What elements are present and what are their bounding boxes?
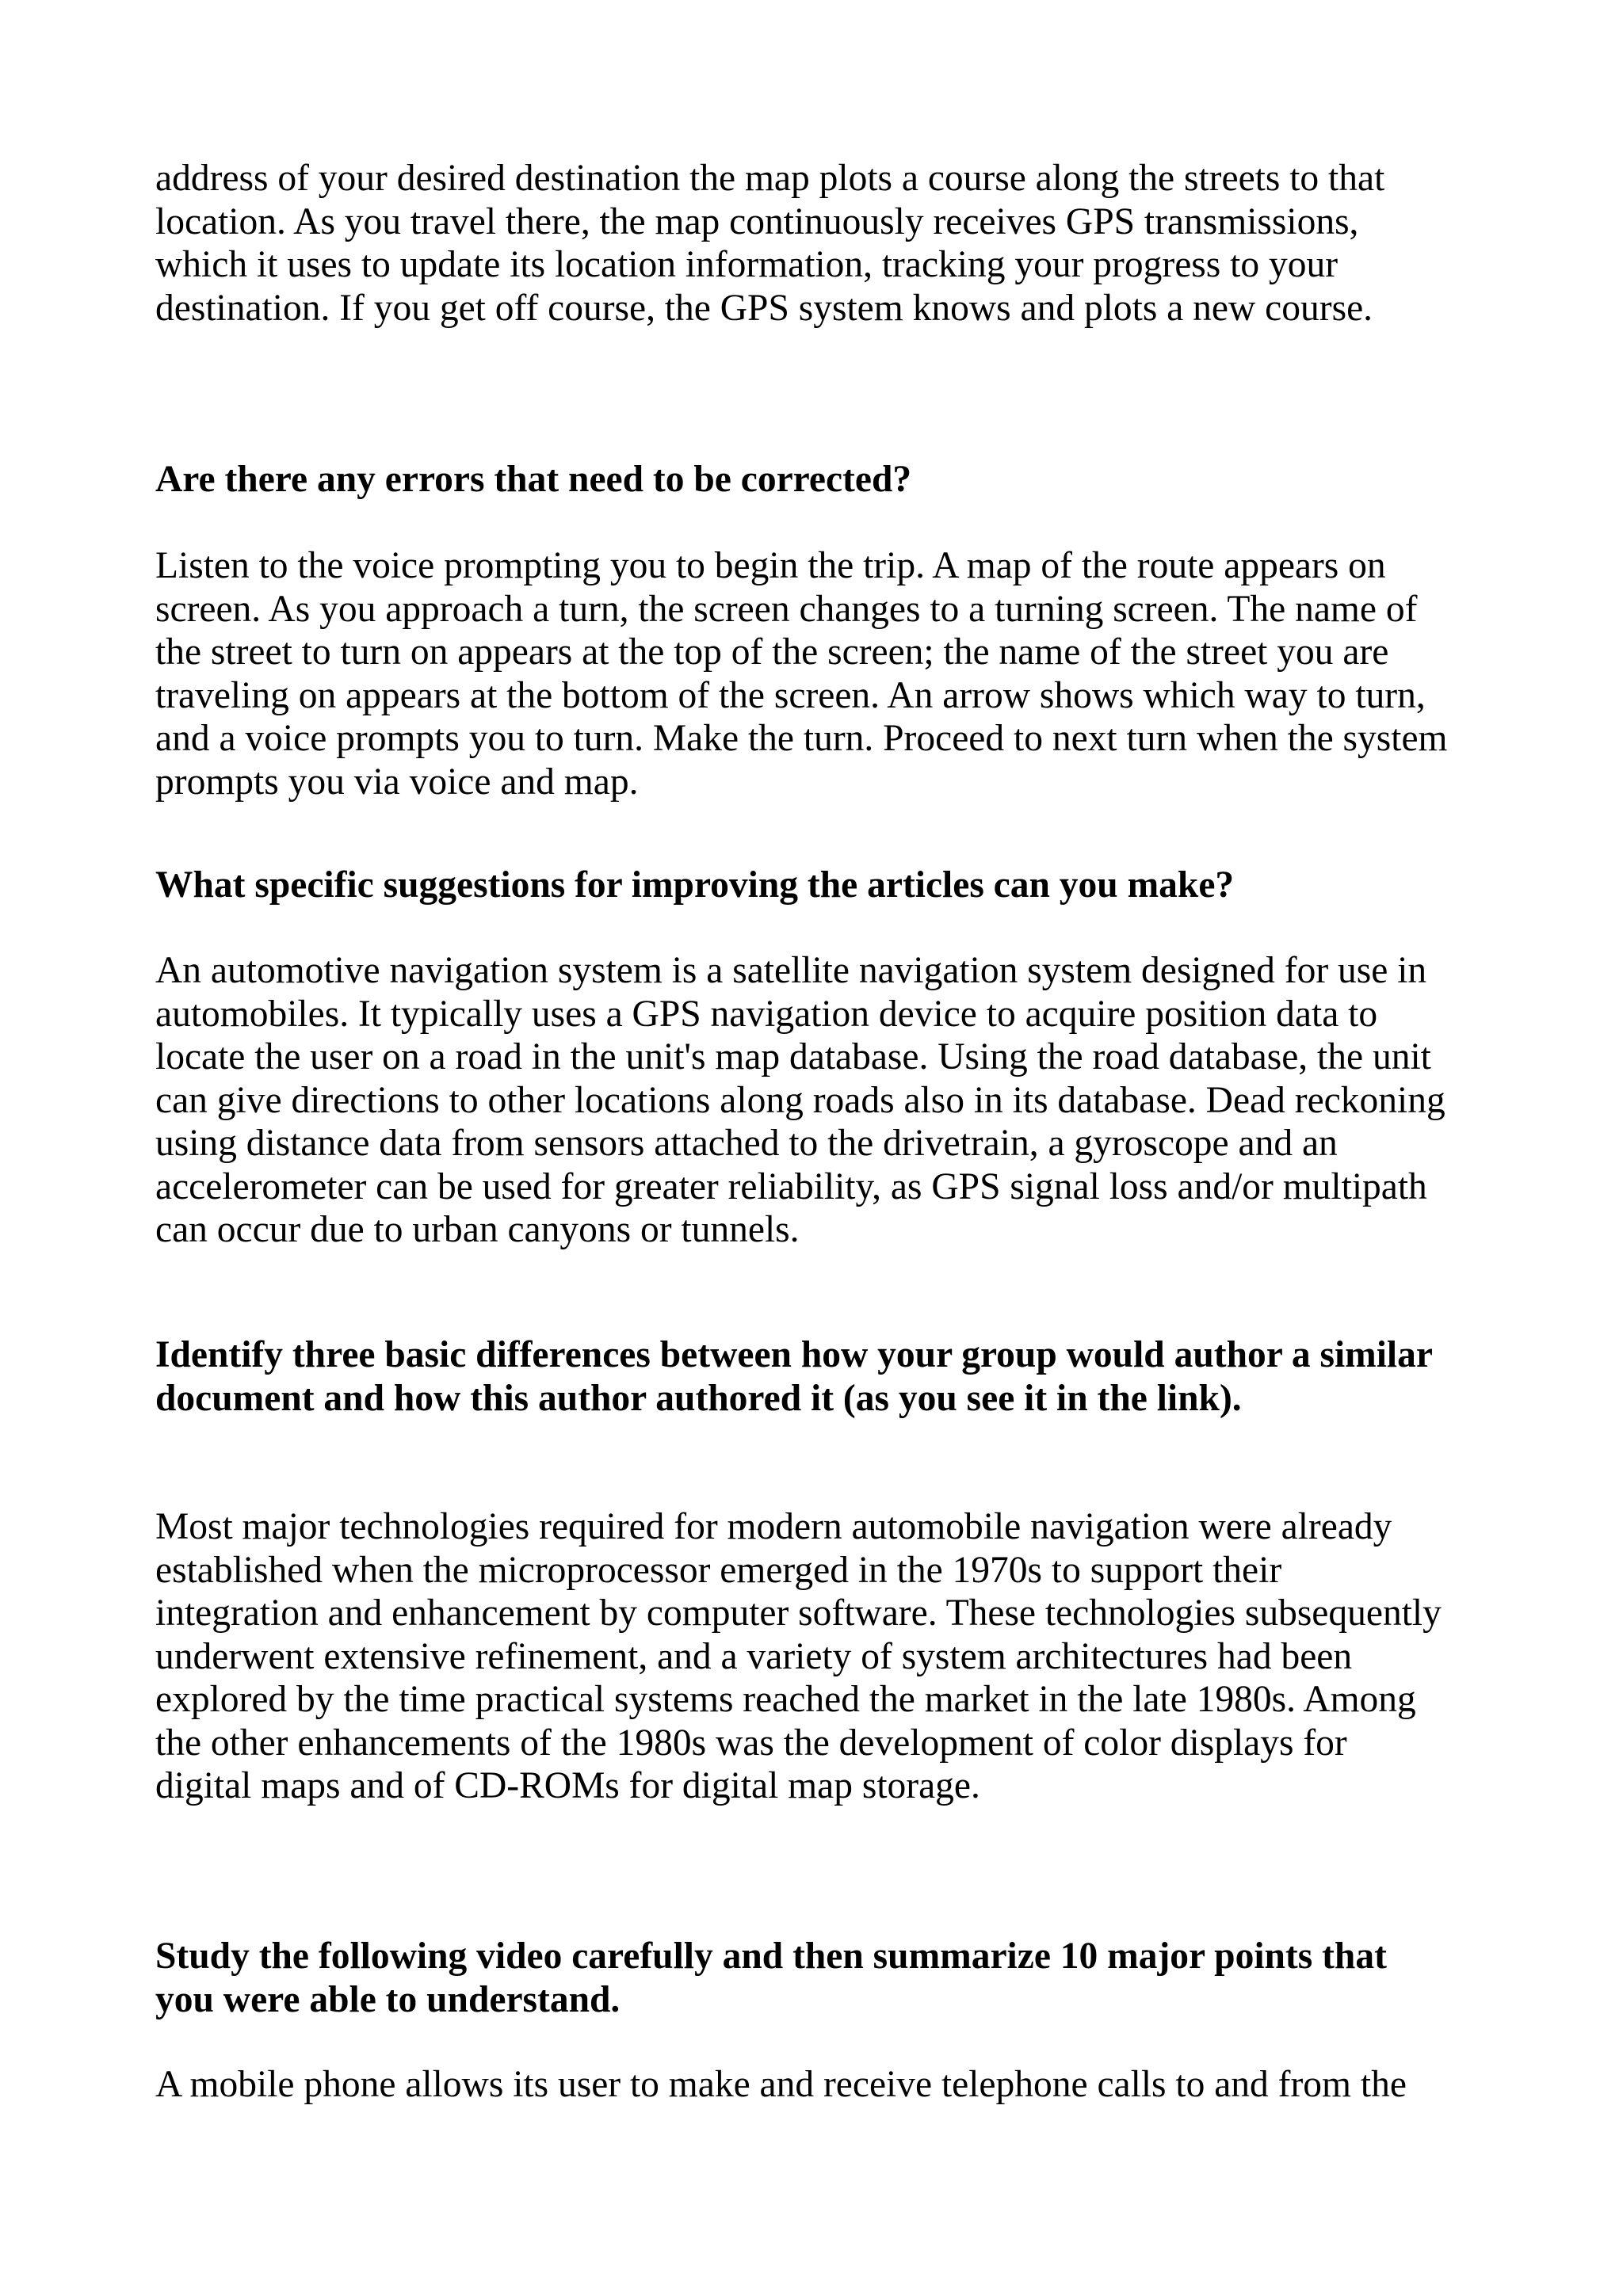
text-line: Most major technologies required for modern automobile navigation were already [155,1506,1392,1547]
text-line: destination. If you get off course, the GPS system knows and plots a new course. [155,287,1373,329]
section-heading-video [155,1935,1503,2021]
text-line: A mobile phone allows its user to make and receive telephone calls to and from the [155,2064,1407,2105]
heading-line: document and how this author authored it (as you see it in the link). [155,1377,1242,1419]
text-line: can give directions to other locations along roads also in its database. Dead reckoning [155,1079,1445,1121]
text-line: locate the user on a road in the unit's map database. Using the road database, the unit [155,1036,1431,1077]
text-line: accelerometer can be used for greater reliability, as GPS signal loss and/or multipath [155,1165,1427,1207]
section-body-suggestions [155,949,1503,1252]
text-line: the street to turn on appears at the top of the screen; the name of the street you are [155,631,1389,673]
text-line: traveling on appears at the bottom of the screen. An arrow shows which way to turn, [155,674,1426,716]
heading-line: Identify three basic differences between how your group would author a similar [155,1334,1433,1375]
text-line: address of your desired destination the map plots a course along the streets to that [155,158,1385,199]
intro-paragraph [155,157,1503,330]
text-line: prompts you via voice and map. [155,761,639,803]
heading-line: you were able to understand. [155,1978,621,2020]
text-line: the other enhancements of the 1980s was the development of color displays for [155,1722,1347,1764]
section-body-errors [155,544,1503,803]
heading-line: What specific suggestions for improving the articles can you make? [155,864,1235,906]
text-line: integration and enhancement by computer software. These technologies subsequently [155,1592,1442,1634]
text-line: Listen to the voice prompting you to begin the trip. A map of the route appears on [155,545,1386,586]
heading-line: Are there any errors that need to be corrected? [155,459,912,500]
text-line: location. As you travel there, the map continuously receives GPS transmissions, [155,200,1359,242]
text-line: automobiles. It typically uses a GPS navigation device to acquire position data to [155,993,1378,1035]
heading-line: Study the following video carefully and then summarize 10 major points that [155,1936,1387,1977]
section-body-differences [155,1505,1503,1808]
text-line: which it uses to update its location information, tracking your progress to your [155,244,1338,285]
text-line: and a voice prompts you to turn. Make the turn. Proceed to next turn when the system [155,718,1448,759]
text-line: underwent extensive refinement, and a variety of system architectures had been [155,1635,1353,1677]
section-heading-suggestions [155,864,1503,907]
text-line: screen. As you approach a turn, the screen changes to a turning screen. The name of [155,588,1418,630]
text-line: established when the microprocessor emerged in the 1970s to support their [155,1549,1282,1591]
section-body-video [155,2063,1503,2107]
text-line: using distance data from sensors attached to the drivetrain, a gyroscope and an [155,1123,1338,1164]
text-line: explored by the time practical systems reached the market in the late 1980s. Among [155,1679,1416,1720]
section-heading-errors [155,458,1503,502]
text-line: An automotive navigation system is a satellite navigation system designed for use in [155,950,1427,991]
text-line: digital maps and of CD-ROMs for digital map storage. [155,1765,980,1806]
text-line: can occur due to urban canyons or tunnels. [155,1209,800,1250]
section-heading-differences [155,1333,1503,1420]
